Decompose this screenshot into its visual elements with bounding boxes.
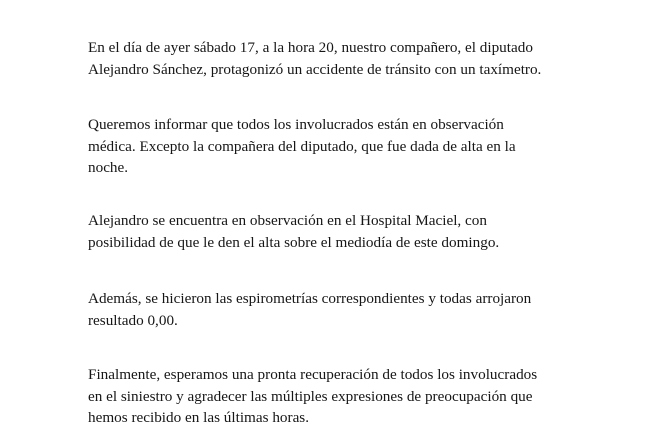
- paragraph-line: En el día de ayer sábado 17, a la hora 20, nuestro compañero, el diputado: [88, 39, 533, 56]
- paragraph-line: hemos recibido en las últimas horas.: [88, 409, 310, 426]
- paragraph-line: Queremos informar que todos los involucrados están en observación: [88, 116, 504, 133]
- paragraph-medical-observation: [88, 114, 578, 179]
- paragraph-hospital-status: [88, 210, 578, 253]
- paragraph-line: resultado 0,00.: [88, 311, 178, 329]
- paragraph-line: posibilidad de que le den el alta sobre el mediodía de este domingo.: [88, 233, 500, 251]
- paragraph-closing-thanks: [88, 364, 578, 429]
- paragraph-accident-report: [88, 37, 578, 80]
- paragraph-line: Finalmente, esperamos una pronta recuperación de todos los involucrados: [88, 366, 538, 383]
- paragraph-line: Alejandro se encuentra en observación en el Hospital Maciel, con: [88, 212, 487, 229]
- paragraph-line: Alejandro Sánchez, protagonizó un accidente de tránsito con un taxímetro.: [88, 60, 542, 78]
- paragraph-line: Además, se hicieron las espirometrías correspondientes y todas arrojaron: [88, 290, 532, 307]
- paragraph-line: en el siniestro y agradecer las múltiples expresiones de preocupación que: [88, 387, 533, 405]
- paragraph-line: médica. Excepto la compañera del diputado, que fue dada de alta en la: [88, 137, 516, 155]
- paragraph-spirometry-results: [88, 288, 578, 331]
- paragraph-line: noche.: [88, 159, 129, 176]
